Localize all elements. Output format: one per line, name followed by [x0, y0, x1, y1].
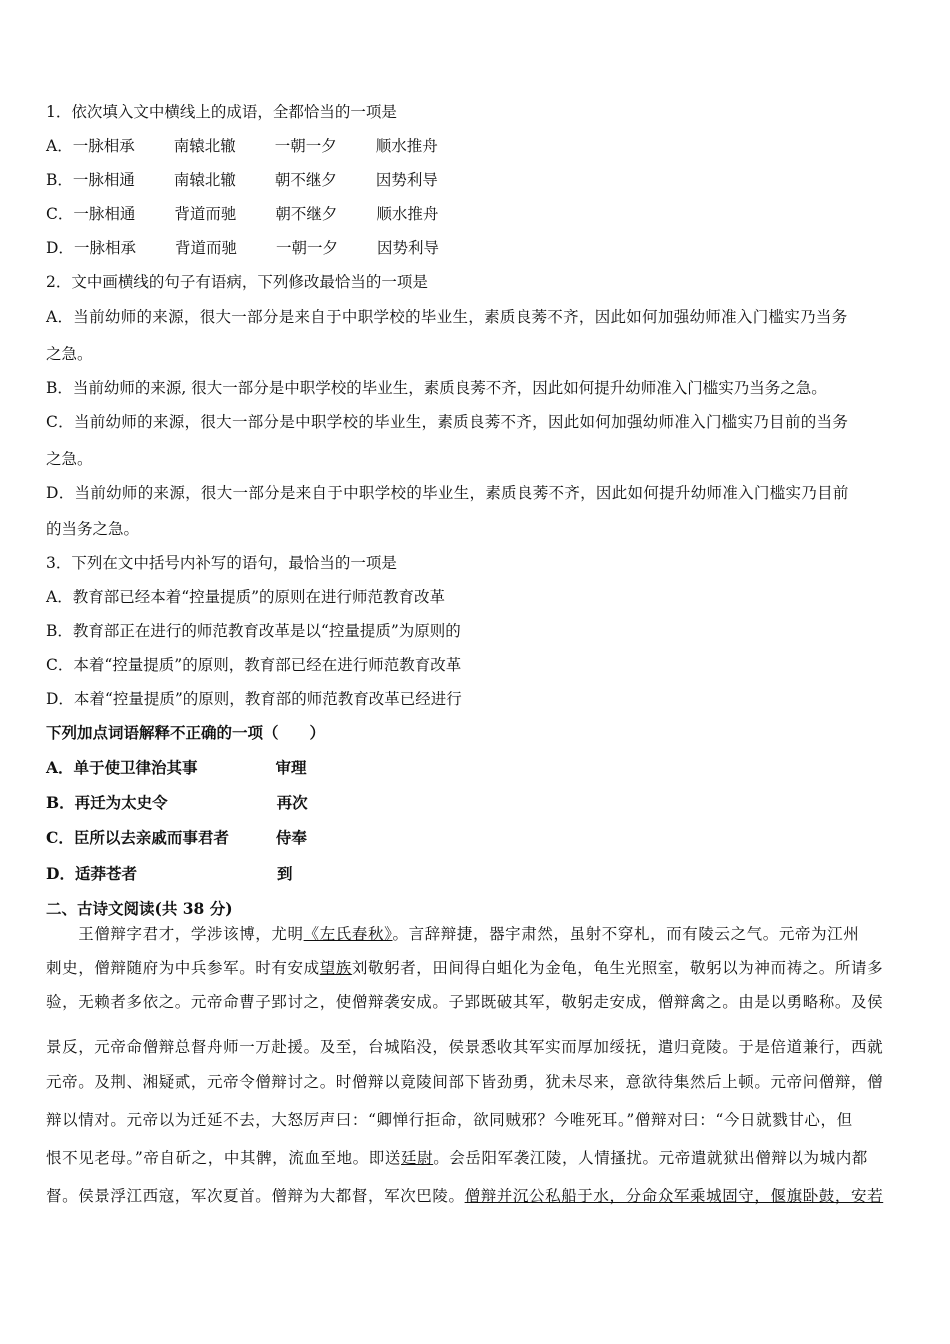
option-item: 背道而驰 — [174, 239, 237, 257]
q2-option-d-line1: D．当前幼师的来源，很大一部分是来自于中职学校的毕业生，素质良莠不齐，因此如何提升幼师准入门槛实乃目前 — [46, 484, 849, 502]
q1-option-b — [46, 170, 438, 190]
q2-option-a-line1: A．当前幼师的来源，很大一部分是来自于中职学校的毕业生，素质良莠不齐，因此如何加强幼师准入门槛实乃当务 — [46, 308, 848, 326]
q3-option-b: B．教育部正在进行的师范教育改革是以“控量提质”为原则的 — [46, 622, 461, 640]
section-heading: 二、古诗文阅读(共 38 分) — [46, 899, 233, 918]
option-item: 一朝一夕 — [275, 239, 338, 257]
option-label: D． — [46, 864, 75, 883]
passage-text: 督。侯景浮江西寇，军次夏首。僧辩为大都督，军次巴陵。 — [46, 1187, 465, 1205]
underlined-term: 望族 — [319, 959, 352, 977]
option-item: 因势利导 — [375, 171, 438, 189]
option-phrase: 单于使卫律治其事 — [73, 758, 198, 777]
option-label: A． — [46, 758, 74, 777]
option-label: B． — [46, 793, 75, 812]
option-label: B． — [46, 171, 73, 189]
option-item: 一脉相通 — [72, 171, 135, 189]
option-label: C． — [46, 205, 74, 223]
option-item: 顺水推舟 — [375, 137, 438, 155]
option-item: 南辕北辙 — [173, 171, 236, 189]
q4-option-c — [46, 828, 307, 848]
q2-option-c-line2: 之急。 — [46, 450, 93, 468]
passage-line: 辩以情对。元帝以为迁延不去，大怒厉声曰：“卿惮行拒命，欲同贼邪？今唯死耳。”僧辩对曰：“今日就戮甘心，但 — [46, 1111, 853, 1129]
q2-option-c-line1: C．当前幼师的来源，很大一部分是中职学校的毕业生，素质良莠不齐，因此如何加强幼师准入门槛实乃目前的当务 — [46, 413, 849, 431]
option-item: 背道而驰 — [174, 205, 237, 223]
passage-line: 元帝。及荆、湘疑贰，元帝令僧辩讨之。时僧辩以竟陵间部下皆劲勇，犹未尽来，意欲待集然后上顿。元帝问僧辩，僧 — [46, 1073, 884, 1091]
q1-stem: 1．依次填入文中横线上的成语，全都恰当的一项是 — [46, 103, 397, 121]
q3-option-a: A．教育部已经本着“控量提质”的原则在进行师范教育改革 — [46, 588, 446, 606]
option-meaning: 再次 — [276, 793, 308, 812]
passage-line — [46, 1186, 906, 1206]
option-item: 一脉相承 — [73, 239, 136, 257]
option-item: 因势利导 — [376, 239, 439, 257]
passage-text: 。言辞辩捷，器宇肃然，虽射不穿札，而有陵云之气。元帝为江州 — [392, 925, 860, 943]
passage-line: 验，无赖者多依之。元帝命曹子郢讨之，使僧辩袭安成。子郢既破其军，敬躬走安成，僧辩禽之。由是以勇略称。及侯 — [46, 993, 884, 1011]
option-phrase: 再迁为太史令 — [74, 793, 168, 812]
passage-text: 王僧辩字君才，学涉该博，尤明 — [46, 925, 304, 943]
q1-option-a — [46, 136, 438, 156]
q4-option-b — [46, 793, 308, 813]
underlined-sentence: 僧辩并沉公私船于水，分命众军乘城固守，偃旗卧鼓，安若 — [464, 1187, 884, 1205]
q2-option-d-line2: 的当务之急。 — [46, 520, 140, 538]
option-item: 一朝一夕 — [274, 137, 337, 155]
option-item: 南辕北辙 — [173, 137, 236, 155]
option-meaning: 到 — [276, 864, 293, 883]
option-phrase: 适莽苍者 — [74, 864, 137, 883]
option-meaning: 审理 — [275, 758, 307, 777]
q4-option-d — [46, 864, 292, 884]
passage-text: 。会岳阳军袭江陵，人情搔扰。元帝遣就狱出僧辩以为城内都 — [433, 1149, 868, 1167]
q3-stem: 3．下列在文中括号内补写的语句，最恰当的一项是 — [46, 554, 397, 572]
option-label: C． — [46, 828, 74, 847]
option-label: D． — [46, 239, 74, 257]
q2-option-a-line2: 之急。 — [46, 345, 93, 363]
q2-option-b: B．当前幼师的来源, 很大一部分是中职学校的毕业生，素质良莠不齐，因此如何提升幼师准入门槛实乃当务之急。 — [46, 379, 827, 397]
q1-option-c — [46, 204, 438, 224]
option-item: 顺水推舟 — [376, 205, 439, 223]
q4-stem: 下列加点词语解释不正确的一项（ ） — [46, 723, 326, 742]
q2-stem: 2．文中画横线的句子有语病，下列修改最恰当的一项是 — [46, 273, 428, 291]
option-item: 朝不继夕 — [274, 171, 337, 189]
option-phrase: 臣所以去亲戚而事君者 — [73, 828, 229, 847]
option-label: A． — [46, 137, 73, 155]
book-title: 《左氏春秋》 — [303, 925, 393, 943]
option-item: 一脉相承 — [72, 137, 135, 155]
option-item: 朝不继夕 — [275, 205, 338, 223]
underlined-term: 廷尉 — [400, 1149, 434, 1167]
option-item: 一脉相通 — [73, 205, 136, 223]
q4-option-a — [46, 758, 307, 778]
passage-text: 刺史，僧辩随府为中兵参军。时有安成 — [46, 959, 320, 977]
passage-text: 恨不见老母。”帝自斫之，中其髀，流血至地。即送 — [46, 1149, 401, 1167]
passage-line: 景反，元帝命僧辩总督舟师一万赴援。及至，台城陷没，侯景悉收其军实而厚加绥抚，遣归竟陵。于是倍道兼行，西就 — [46, 1038, 884, 1056]
passage-line — [46, 958, 906, 978]
q1-option-d — [46, 238, 439, 258]
passage-line — [46, 1148, 906, 1168]
option-meaning: 侍奉 — [275, 828, 307, 847]
q3-option-c: C．本着“控量提质”的原则，教育部已经在进行师范教育改革 — [46, 656, 462, 674]
q3-option-d: D．本着“控量提质”的原则，教育部的师范教育改革已经进行 — [46, 690, 462, 708]
passage-line — [46, 924, 906, 944]
passage-text: 刘敬躬者，田间得白蛆化为金龟，龟生光照室，敬躬以为神而祷之。所请多 — [351, 959, 884, 977]
